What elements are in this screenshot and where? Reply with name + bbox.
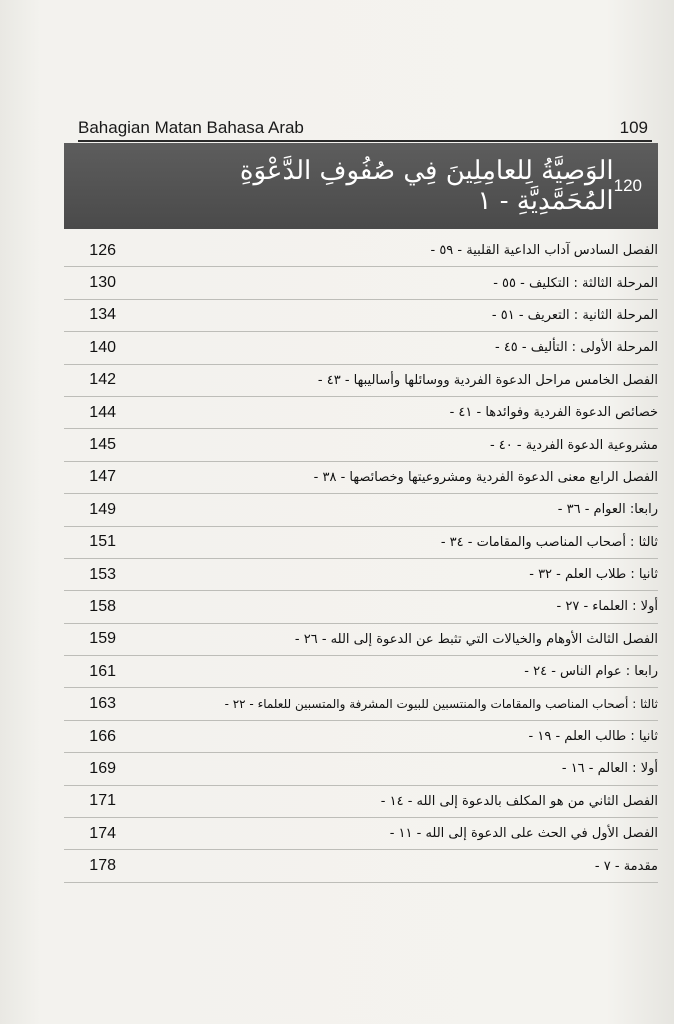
toc-row xyxy=(64,332,658,364)
toc-page-number: 134 xyxy=(89,306,116,324)
toc-row xyxy=(64,300,658,332)
toc-row xyxy=(64,753,658,785)
toc-row xyxy=(64,688,658,720)
toc-entry: ثالثا : أصحاب المناصب والمقامات والمنتسبين للبيوت المشرفة والمتسبين للعلماء - ٢٢ - xyxy=(224,697,658,712)
toc-page-number: 130 xyxy=(89,274,116,292)
toc-entry: أولا : العالم - ١٦ - xyxy=(561,761,658,777)
toc-page-number: 140 xyxy=(89,338,116,356)
toc-page-number: 142 xyxy=(89,371,116,389)
toc-row xyxy=(64,850,658,882)
toc-entry: مقدمة - ٧ - xyxy=(594,858,658,874)
toc-page-number: 153 xyxy=(89,565,116,583)
toc-entry: الفصل الثالث الأوهام والخيالات التي تثبط عن الدعوة إلى الله - ٢٦ - xyxy=(294,631,658,647)
toc-page-number: 126 xyxy=(89,241,116,259)
toc-entry: الفصل الخامس مراحل الدعوة الفردية ووسائلها وأساليبها - ٤٣ - xyxy=(317,372,658,388)
table-of-contents xyxy=(64,235,658,883)
toc-page-number: 178 xyxy=(89,857,116,875)
chapter-banner xyxy=(64,143,658,229)
chapter-page-number: 120 xyxy=(613,176,642,195)
toc-page-number: 174 xyxy=(89,824,116,842)
toc-row xyxy=(64,429,658,461)
toc-entry: ثالثا : أصحاب المناصب والمقامات - ٣٤ - xyxy=(440,534,658,550)
toc-row xyxy=(64,527,658,559)
toc-row xyxy=(64,559,658,591)
toc-page-number: 144 xyxy=(89,403,116,421)
toc-entry: الفصل الثاني من هو المكلف بالدعوة إلى الله - ١٤ - xyxy=(380,793,658,809)
toc-row xyxy=(64,494,658,526)
toc-page-number: 159 xyxy=(89,630,116,648)
toc-page-number: 158 xyxy=(89,597,116,615)
toc-page-number: 149 xyxy=(89,500,116,518)
header-title: Bahagian Matan Bahasa Arab xyxy=(78,118,304,137)
toc-entry: مشروعية الدعوة الفردية - ٤٠ - xyxy=(489,437,658,453)
toc-entry: رابعا : عوام الناس - ٢٤ - xyxy=(524,664,658,680)
toc-row xyxy=(64,591,658,623)
header-page-number: 109 xyxy=(619,118,648,137)
toc-row xyxy=(64,624,658,656)
toc-entry: ثانيا : طالب العلم - ١٩ - xyxy=(528,729,658,745)
toc-row xyxy=(64,365,658,397)
toc-entry: الفصل الرابع معنى الدعوة الفردية ومشروعيتها وخصائصها - ٣٨ - xyxy=(313,469,658,485)
toc-row xyxy=(64,267,658,299)
toc-entry: أولا : العلماء - ٢٧ - xyxy=(556,599,658,615)
toc-page-number: 147 xyxy=(89,468,116,486)
toc-entry: الفصل الأول في الحث على الدعوة إلى الله - ١١ - xyxy=(389,826,658,842)
toc-row xyxy=(64,397,658,429)
toc-row xyxy=(64,656,658,688)
toc-row xyxy=(64,462,658,494)
toc-page-number: 171 xyxy=(89,792,116,810)
toc-entry: خصائص الدعوة الفردية وفوائدها - ٤١ - xyxy=(449,405,658,421)
toc-page-number: 161 xyxy=(89,662,116,680)
toc-row xyxy=(64,235,658,267)
chapter-title: الوَصِيَّةُ لِلعامِلِينَ فِي صُفُوفِ الدَّعْوَةِ المُحَمَّدِيَّةِ - ١ xyxy=(239,156,614,216)
toc-entry: ثانيا : طلاب العلم - ٣٢ - xyxy=(529,567,658,583)
toc-entry: رابعا: العوام - ٣٦ - xyxy=(557,502,658,518)
toc-page-number: 169 xyxy=(89,759,116,777)
toc-entry: الفصل السادس آداب الداعية القلبية - ٥٩ - xyxy=(430,243,658,259)
toc-entry: المرحلة الثانية : التعريف - ٥١ - xyxy=(491,307,658,323)
toc-entry: المرحلة الأولى : التأليف - ٤٥ - xyxy=(495,340,658,356)
toc-row xyxy=(64,721,658,753)
running-header xyxy=(78,114,652,142)
toc-page-number: 163 xyxy=(89,695,116,713)
toc-row xyxy=(64,786,658,818)
toc-page-number: 145 xyxy=(89,436,116,454)
toc-row xyxy=(64,818,658,850)
toc-entry: المرحلة الثالثة : التكليف - ٥٥ - xyxy=(493,275,658,291)
toc-page-number: 166 xyxy=(89,727,116,745)
toc-page-number: 151 xyxy=(89,533,116,551)
